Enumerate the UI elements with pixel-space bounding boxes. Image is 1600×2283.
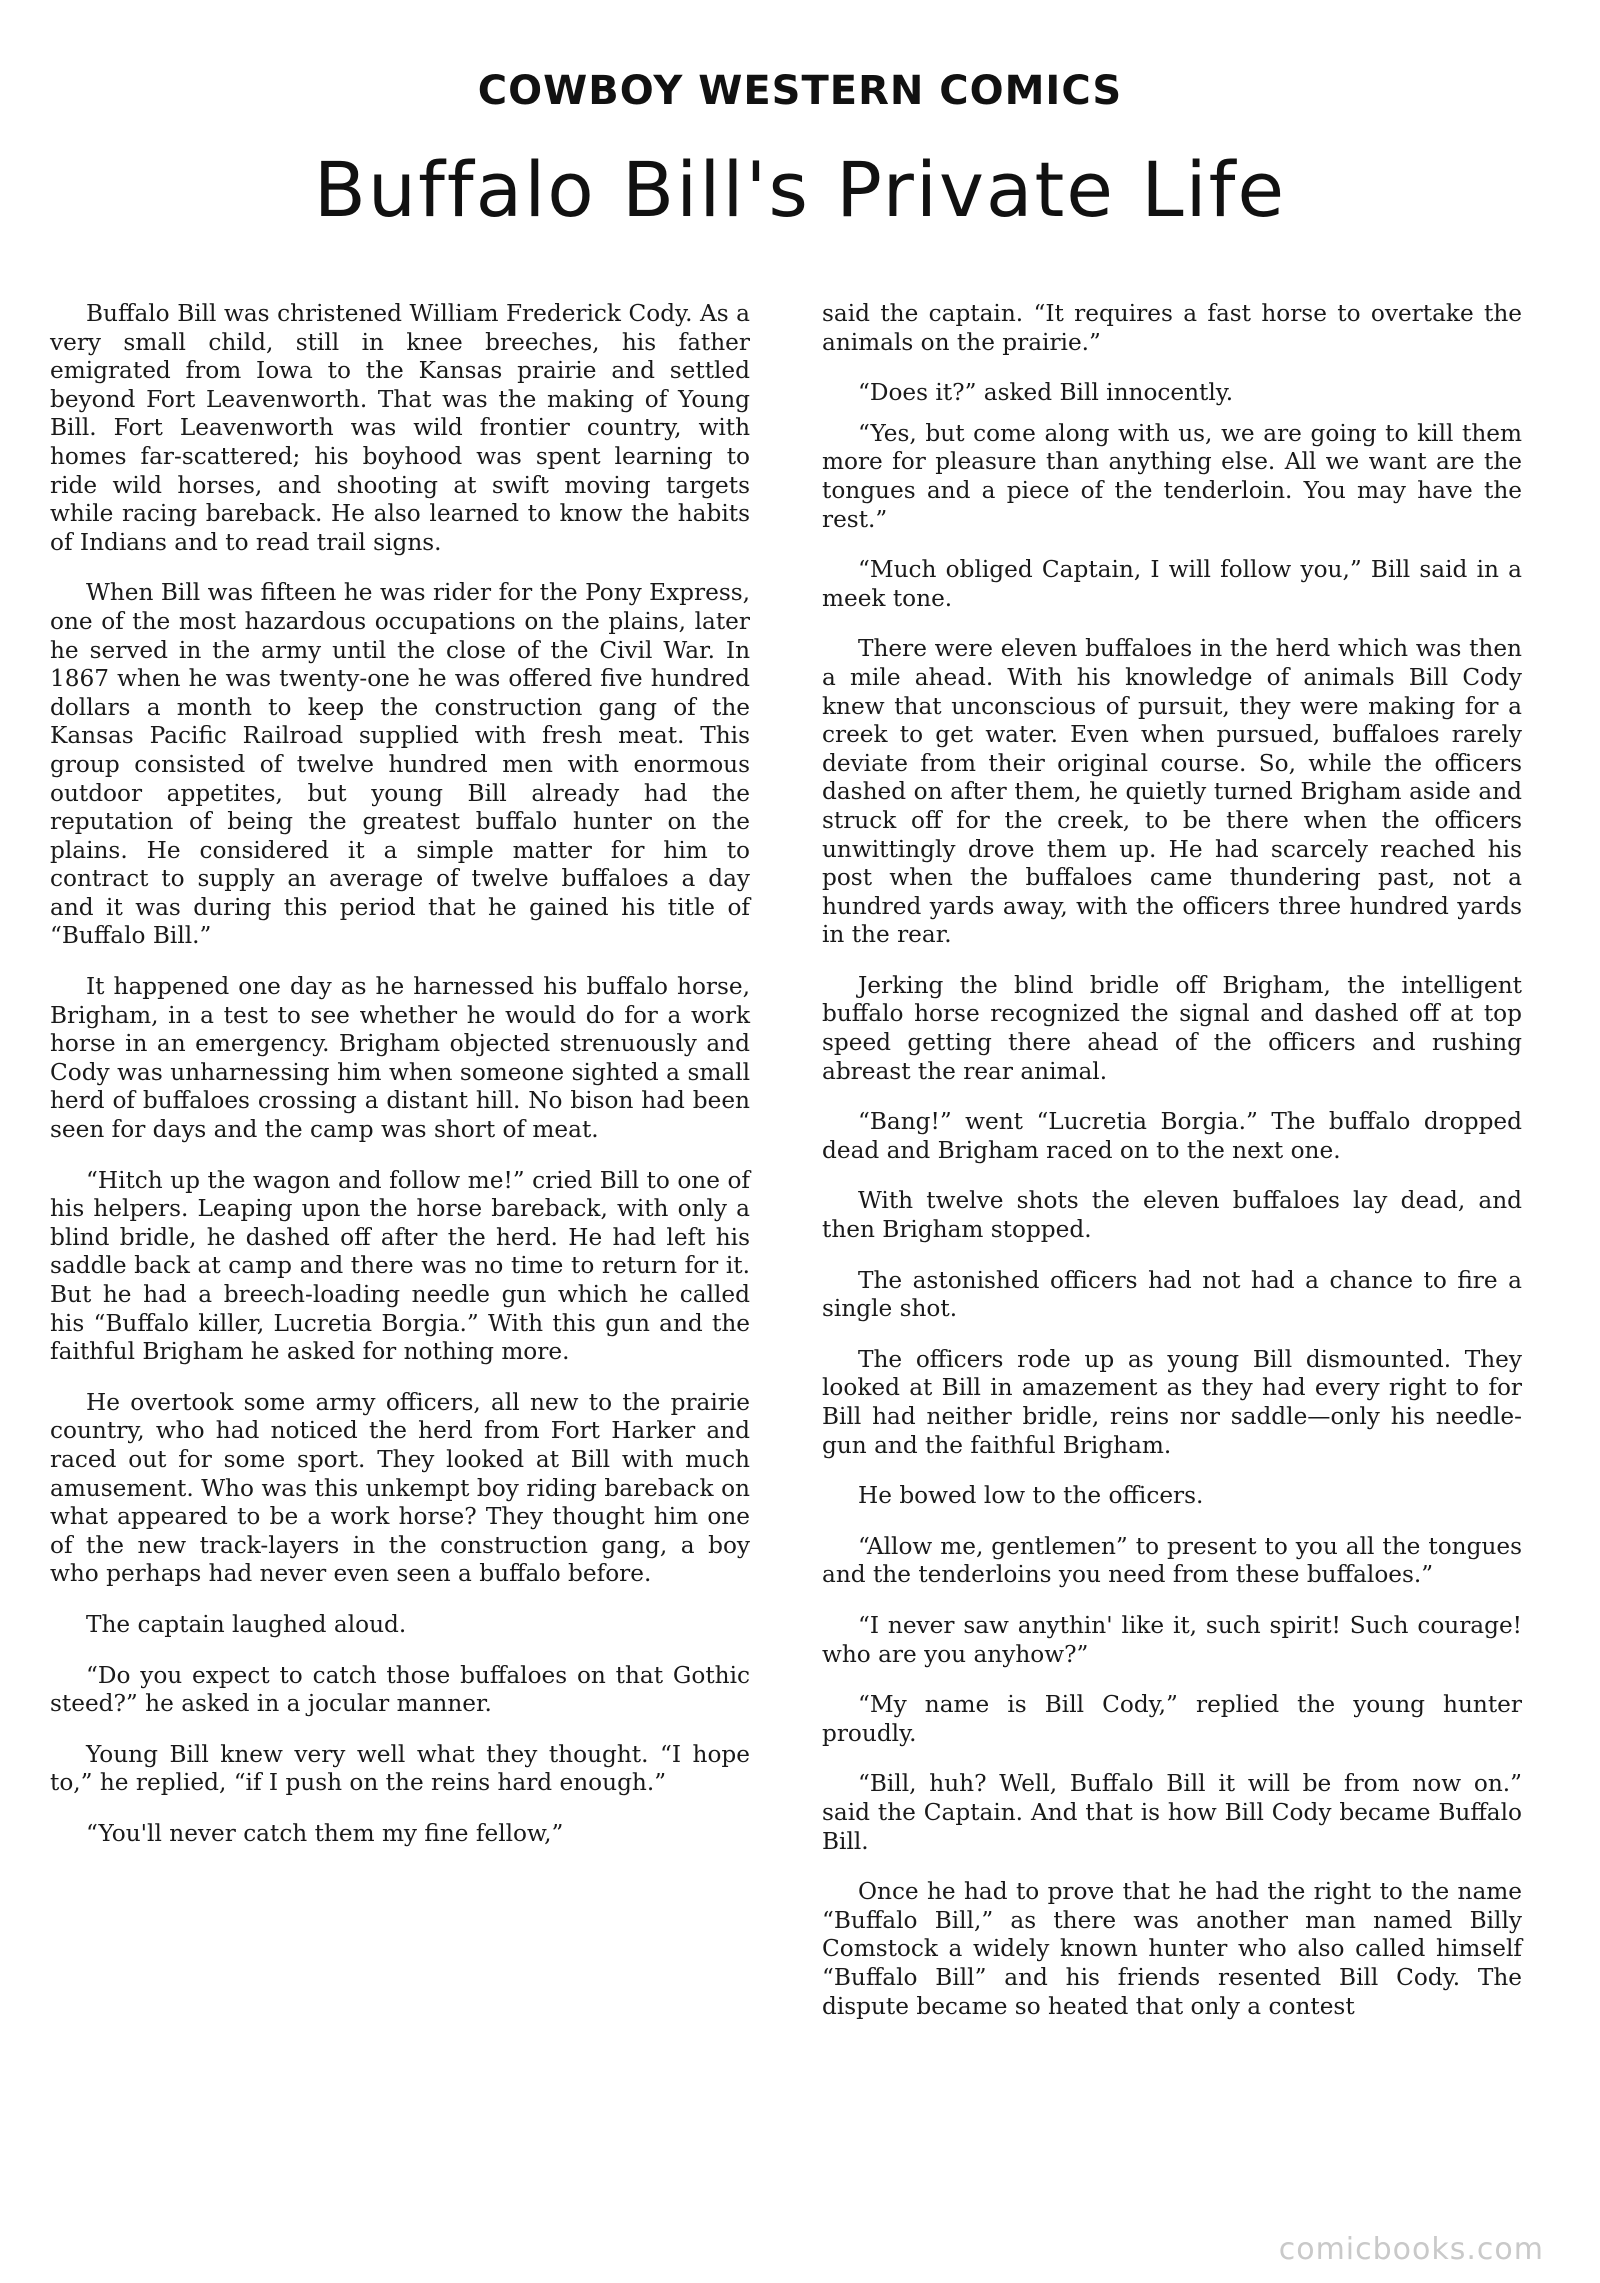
paragraph: said the captain. “It requires a fast horse to overtake the animals on the prairie.” [822,300,1522,356]
paragraph: “Bill, huh? Well, Buffalo Bill it will be from now on.” said the Captain. And that is how Bill Cody became Buffalo Bill. [822,1770,1522,1855]
right-column [822,300,1522,2043]
paragraph: “You'll never catch them my fine fellow,” [86,1819,564,1847]
paragraph: With twelve shots the eleven buffaloes lay dead, and then Brigham stopped. [822,1187,1522,1244]
paragraph: Once he had to prove that he had the right to the name “Buffalo Bill,” as there was another man named Billy Comstock a widely known hunter who also called himself “Buffalo Bill” and his friends resented Bill Cody. The dispute became so heated that only a contest [822,1878,1522,2020]
paragraph: “Bang!” went “Lucretia Borgia.” The buffalo dropped dead and Brigham raced on to the next one. [822,1108,1522,1164]
paragraph: “Do you expect to catch those buffaloes on that Gothic steed?” he asked in a jocular manner. [50,1661,750,1718]
watermark: comicbooks.com [1278,2232,1544,2267]
paragraph: “Much obliged Captain, I will follow you,” Bill said in a meek tone. [822,556,1522,612]
paragraph: “My name is Bill Cody,” replied the young hunter proudly. [822,1691,1522,1747]
paragraph: “Hitch up the wagon and follow me!” cried Bill to one of his helpers. Leaping upon the horse bareback, with only a blind bridle, he dashed off after the herd. He had left his saddle back at camp and there was no time to return for it. But he had a breech-loading needle gun which he called his “Buffalo killer, Lucretia Borgia.” With this gun and the faithful Brigham he asked for nothing more. [50,1166,750,1366]
paragraph: When Bill was fifteen he was rider for the Pony Express, one of the most hazardous occupations on the plains, later he served in the army until the close of the Civil War. In 1867 when he was twenty-one he was offered five hundred dollars a month to keep the construction gang of the Kansas Pacific Railroad supplied with fresh meat. This group consisted of twelve hundred men with enormous outdoor appetites, but young Bill already had the reputation of being the greatest buffalo hunter on the plains. He considered it a simple matter for him to contract to supply an average of twelve buffaloes a day and it was during this period that he gained his title of “Buffalo Bill.” [50,579,750,950]
article-title: Buffalo Bill's Private Life [313,145,1287,234]
paragraph: The captain laughed aloud. [86,1610,407,1638]
paragraph: “Yes, but come along with us, we are going to kill them more for pleasure than anything else. All we want are the tongues and a piece of the tenderloin. You may have the rest.” [822,419,1522,533]
paragraph: Buffalo Bill was christened William Frederick Cody. As a very small child, still in knee breeches, his father emigrated from Iowa to the Kansas prairie and settled beyond Fort Leavenworth. That was the making of Young Bill. Fort Leavenworth was wild frontier country, with homes far-scattered; his boyhood was spent learning to ride wild horses, and shooting at swift moving targets while racing bareback. He also learned to know the habits of Indians and to read trail signs. [50,300,750,556]
paragraph: It happened one day as he harnessed his buffalo horse, Brigham, in a test to see whether he would do for a work horse in an emergency. Brigham objected strenuously and Cody was unharnessing him when someone sighted a small herd of buffaloes crossing a distant hill. No bison had been seen for days and the camp was short of meat. [50,973,750,1144]
masthead: COWBOY WESTERN COMICS [477,68,1123,114]
paragraph: Jerking the blind bridle off Brigham, the intelligent buffalo horse recognized the signal and dashed off at top speed getting there ahead of the officers and rushing abreast the rear animal. [822,971,1522,1085]
paragraph: The astonished officers had not had a chance to fire a single shot. [822,1266,1522,1323]
paragraph: The officers rode up as young Bill dismounted. They looked at Bill in amazement as they had every right to for Bill had neither bridle, reins nor saddle—only his needle-gun and the faithful Brigham. [822,1345,1522,1459]
paragraph: There were eleven buffaloes in the herd which was then a mile ahead. With his knowledge of animals Bill Cody knew that unconscious of pursuit, they were making for a creek to get water. Even when pursued, buffaloes rarely deviate from their original course. So, while the officers dashed on after them, he quietly turned Brigham aside and struck off for the creek, to be there when the officers unwittingly drove them up. He had scarcely reached his post when the buffaloes came thundering past, not a hundred yards away, with the officers three hundred yards in the rear. [822,635,1522,949]
paragraph: “I never saw anythin' like it, such spirit! Such courage! who are you anyhow?” [822,1611,1522,1668]
paragraph: “Allow me, gentlemen” to present to you all the tongues and the tenderloins you need from these buffaloes.” [822,1532,1522,1589]
paragraph: “Does it?” asked Bill innocently. [858,379,1234,407]
paragraph: He overtook some army officers, all new to the prairie country, who had noticed the herd from Fort Harker and raced out for some sport. They looked at Bill with much amusement. Who was this unkempt boy riding bareback on what appeared to be a work horse? They thought him one of the new track-layers in the construction gang, a boy who perhaps had never even seen a buffalo before. [50,1388,750,1588]
paragraph: He bowed low to the officers. [858,1482,1204,1510]
left-column [50,300,750,1871]
paragraph: Young Bill knew very well what they thought. “I hope to,” he replied, “if I push on the reins hard enough.” [50,1740,750,1797]
